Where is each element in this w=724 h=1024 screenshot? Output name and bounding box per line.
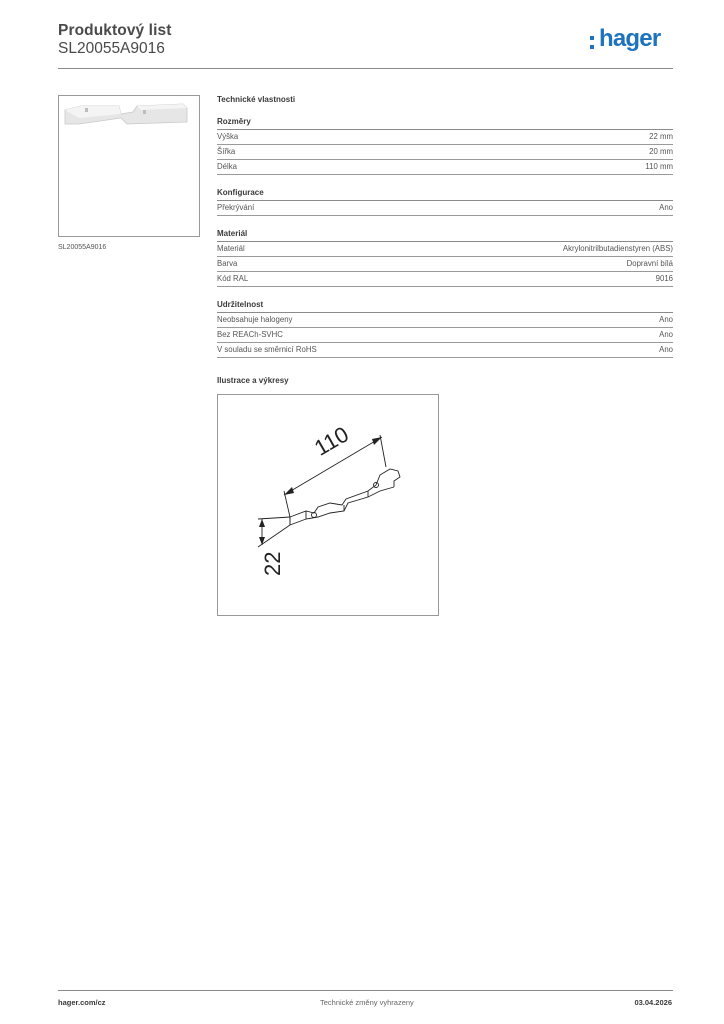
spec-row bbox=[217, 130, 673, 145]
spec-value: Ano bbox=[659, 330, 673, 339]
footer-notice: Technické změny vyhrazeny bbox=[320, 998, 414, 1007]
logo-dot-icon bbox=[590, 36, 594, 40]
footer-divider bbox=[58, 990, 673, 991]
header-divider bbox=[58, 68, 673, 69]
product-code: SL20055A9016 bbox=[58, 40, 165, 57]
spec-label: Délka bbox=[217, 162, 237, 171]
product-thumbnail bbox=[58, 95, 200, 237]
spec-label: V souladu se směrnicí RoHS bbox=[217, 345, 317, 354]
group-title-configuration: Konfigurace bbox=[217, 188, 673, 201]
dimension-height-label: 22 bbox=[260, 551, 285, 576]
spec-row bbox=[217, 242, 673, 257]
spec-value: 110 mm bbox=[645, 162, 673, 171]
spec-label: Překrývání bbox=[217, 203, 255, 212]
spec-value: Ano bbox=[659, 203, 673, 212]
group-title-material: Materiál bbox=[217, 229, 673, 242]
spec-row bbox=[217, 313, 673, 328]
spec-label: Bez REACh-SVHC bbox=[217, 330, 283, 339]
logo-dot-icon bbox=[590, 45, 594, 49]
document-title: Produktový list bbox=[58, 22, 172, 39]
spec-row bbox=[217, 328, 673, 343]
spec-row bbox=[217, 145, 673, 160]
spec-value: Ano bbox=[659, 345, 673, 354]
spec-row bbox=[217, 201, 673, 216]
illustrations-title: Ilustrace a výkresy bbox=[217, 376, 289, 385]
spec-value: Dopravní bílá bbox=[626, 259, 673, 268]
footer-website-link[interactable]: hager.com/cz bbox=[58, 998, 106, 1007]
spec-row bbox=[217, 160, 673, 175]
hager-logo[interactable] bbox=[590, 25, 674, 58]
spec-value: 9016 bbox=[655, 274, 673, 283]
spec-label: Šířka bbox=[217, 147, 236, 156]
spec-row bbox=[217, 257, 673, 272]
group-title-dimensions: Rozměry bbox=[217, 117, 673, 130]
logo-text: hager bbox=[599, 25, 661, 52]
footer-date: 03.04.2026 bbox=[634, 998, 672, 1007]
spec-row bbox=[217, 343, 673, 358]
spec-label: Výška bbox=[217, 132, 239, 141]
dimension-length-label: 110 bbox=[310, 421, 353, 461]
spec-label: Barva bbox=[217, 259, 238, 268]
spec-label: Neobsahuje halogeny bbox=[217, 315, 293, 324]
thumbnail-caption: SL20055A9016 bbox=[58, 244, 107, 251]
spec-label: Materiál bbox=[217, 244, 245, 253]
spec-label: Kód RAL bbox=[217, 274, 249, 283]
product-thumbnail-image bbox=[59, 96, 199, 236]
spec-value: Ano bbox=[659, 315, 673, 324]
spec-value: 22 mm bbox=[649, 132, 673, 141]
spec-value: Akrylonitrilbutadienstyren (ABS) bbox=[562, 244, 673, 253]
technical-specs bbox=[217, 95, 673, 358]
group-title-sustainability: Udržitelnost bbox=[217, 300, 673, 313]
spec-row bbox=[217, 272, 673, 287]
specs-section-title: Technické vlastnosti bbox=[217, 95, 296, 104]
technical-drawing bbox=[217, 394, 439, 616]
spec-value: 20 mm bbox=[649, 147, 673, 156]
